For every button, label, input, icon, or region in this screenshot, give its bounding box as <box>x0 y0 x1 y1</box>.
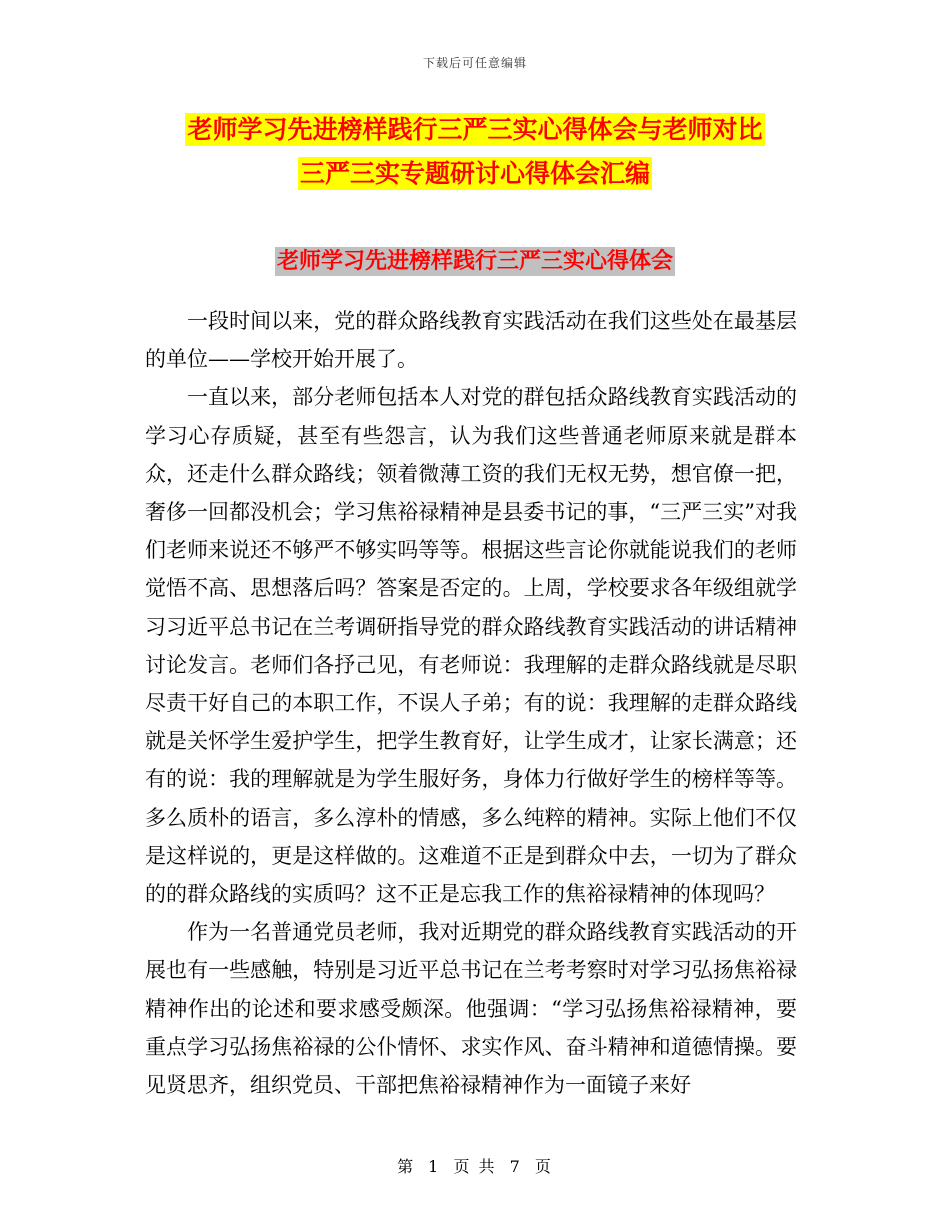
document-body <box>145 302 797 1104</box>
document-title-line-2: 三严三实专题研讨心得体会汇编 <box>299 159 650 188</box>
paragraph: 作为一名普通党员老师，我对近期党的群众路线教育实践活动的开展也有一些感触，特别是习近平总书记在兰考考察时对学习弘扬焦裕禄精神作出的论述和要求感受颇深。他强调：“学习弘扬焦裕禄精神，要重点学习弘扬焦裕禄的公仆情怀、求实作风、奋斗精神和道德情操。要见贤思齐，组织党员、干部把焦裕禄精神作为一面镜子来好 <box>145 920 797 1098</box>
page-prefix: 第 <box>397 1157 416 1176</box>
paragraph: 一段时间以来，党的群众路线教育实践活动在我们这些处在最基层的单位——学校开始开展了。 <box>145 309 797 372</box>
header-note: 下载后可任意编辑 <box>422 56 527 70</box>
document-title-line-1: 老师学习先进榜样践行三严三实心得体会与老师对比 <box>187 115 763 144</box>
paragraph: 一直以来，部分老师包括本人对党的群包括众路线教育实践活动的学习心存质疑，甚至有些怨言，认为我们这些普通老师原来就是群本众，还走什么群众路线；领着微薄工资的我们无权无势，想官僚一把，奢侈一回都没机会；学习焦裕禄精神是县委书记的事，“三严三实”对我们老师来说还不够严不够实吗等等。根据这些言论你就能说我们的老师觉悟不高、思想落后吗？答案是否定的。上周，学校要求各年级组就学习习近平总书记在兰考调研指导党的群众路线教育实践活动的讲话精神讨论发言。老师们各抒己见，有老师说：我理解的走群众路线就是尽职尽责干好自己的本职工作，不误人子弟；有的说：我理解的走群众路线就是关怀学生爱护学生，把学生教育好，让学生成才，让家长满意；还有的说：我的理解就是为学生服好务，身体力行做好学生的榜样等等。多么质朴的语言，多么淳朴的情感，多么纯粹的精神。实际上他们不仅是这样说的，更是这样做的。这难道不正是到群众中去，一切为了群众的的群众路线的实质吗？这不正是忘我工作的焦裕禄精神的体现吗？ <box>145 385 797 907</box>
section-title-text: 老师学习先进榜样践行三严三实心得体会 <box>276 249 673 274</box>
section-title <box>0 244 950 275</box>
page-total: 7 <box>509 1157 522 1176</box>
page-middle: 页 共 <box>453 1157 497 1176</box>
page-footer <box>0 1154 950 1177</box>
page-suffix: 页 <box>534 1157 553 1176</box>
page-number: 1 <box>428 1157 441 1176</box>
document-title <box>0 108 950 196</box>
